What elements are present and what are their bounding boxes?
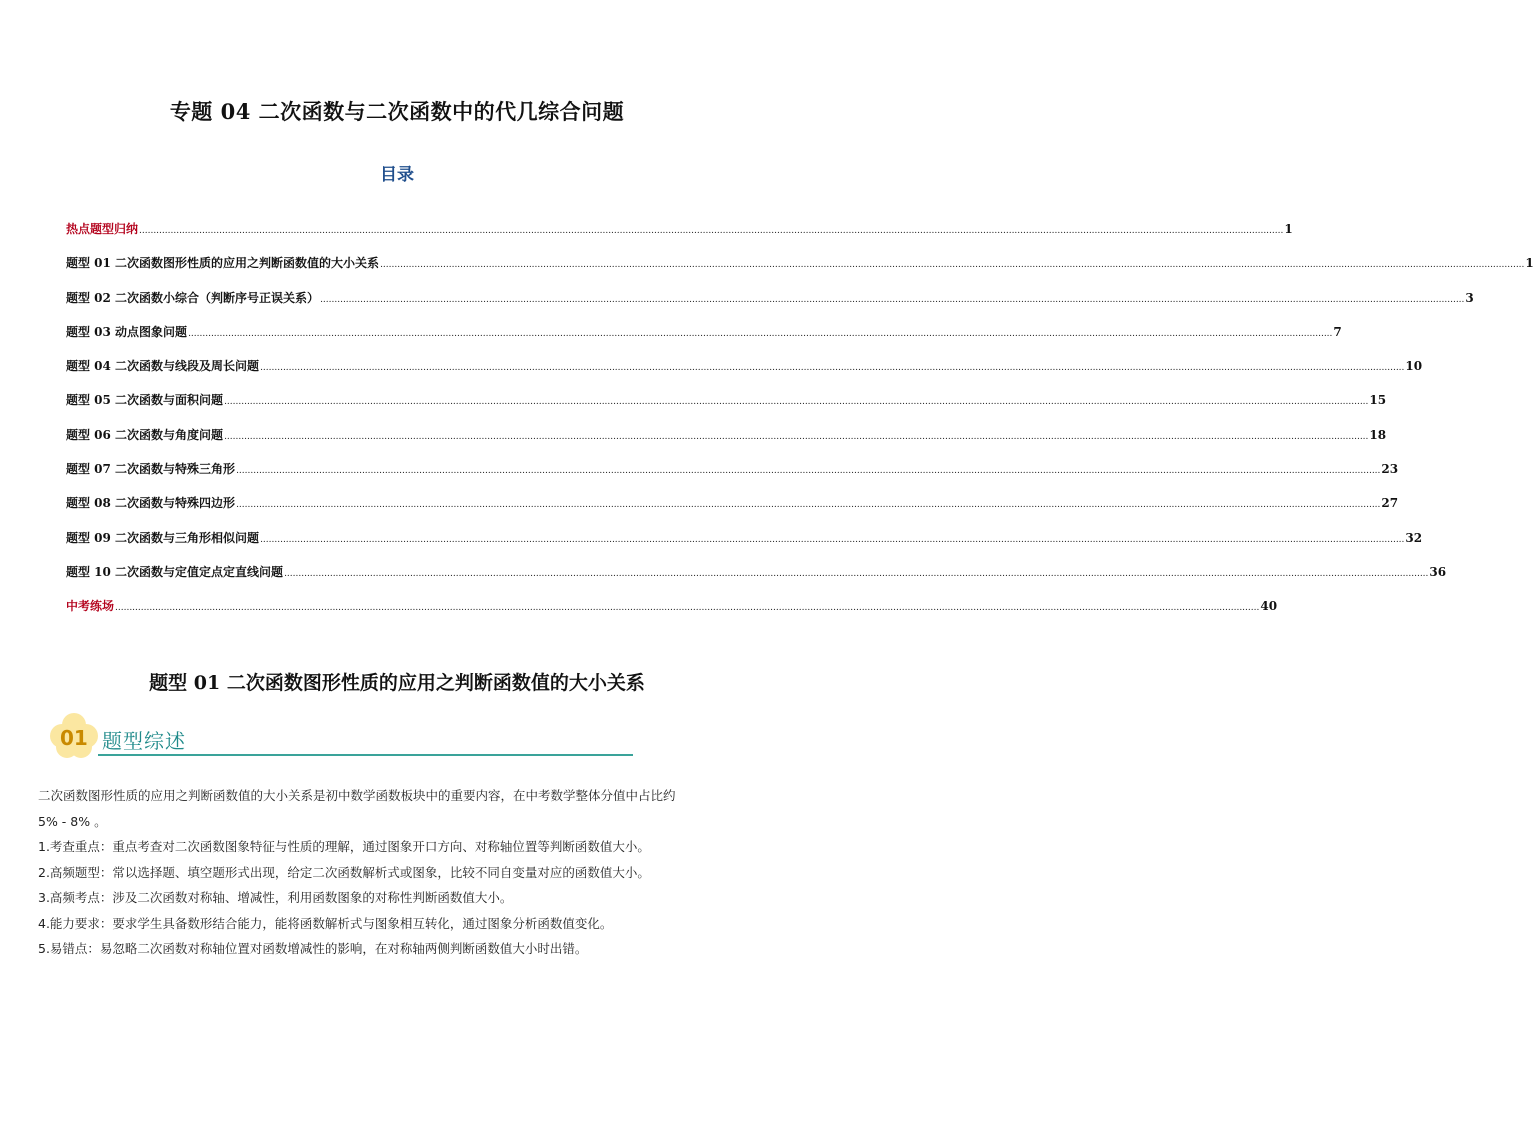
toc-entry-page: 27	[1381, 496, 1399, 511]
toc-entry-label: 题型 09 二次函数与三角形相似问题	[66, 530, 260, 545]
toc-entry-page: 32	[1405, 530, 1423, 545]
toc-entry-page: 10	[1405, 359, 1423, 374]
toc-entry[interactable]	[66, 563, 1447, 597]
intro-paragraph-line: 二次函数图形性质的应用之判断函数值的大小关系是初中数学函数板块中的重要内容，在中考数学整体分值中占比约	[38, 788, 676, 803]
key-point: 4.能力要求：要求学生具备数形结合能力，能将函数解析式与图象相互转化，通过图象分析函数值变化。	[38, 915, 613, 931]
toc-entry[interactable]	[66, 426, 1387, 460]
toc-leader: ................................................................................................................................................................................................................................................................................................................................................................................................................	[236, 500, 1381, 511]
badge-label: 题型综述	[102, 729, 186, 753]
toc-entry[interactable]	[66, 357, 1423, 391]
toc-leader: ................................................................................................................................................................................................................................................................................................................................................................................................................	[284, 568, 1429, 579]
toc-entry-label: 题型 04 二次函数与线段及周长问题	[66, 359, 260, 374]
key-point: 3.高频考点：涉及二次函数对称轴、增减性，利用函数图象的对称性判断函数值大小。	[38, 890, 513, 905]
toc-entry-page: 23	[1381, 462, 1399, 477]
table-of-contents	[66, 220, 1534, 632]
toc-entry-page: 7	[1333, 324, 1342, 339]
key-point: 2.高频题型：常以选择题、填空题形式出现，给定二次函数解析式或图象，比较不同自变量对应的函数值大小。	[38, 864, 650, 880]
toc-entry-page: 15	[1369, 393, 1387, 408]
toc-leader: ................................................................................................................................................................................................................................................................................................................................................................................................................	[260, 534, 1405, 545]
toc-entry-page: 1	[1284, 222, 1293, 236]
toc-entry-label: 题型 01 二次函数图形性质的应用之判断函数值的大小关系	[66, 256, 380, 271]
toc-entry[interactable]	[66, 254, 1534, 288]
toc-leader: ................................................................................................................................................................................................................................................................................................................................................................................................................	[115, 603, 1260, 614]
toc-entry-page: 40	[1260, 599, 1278, 614]
toc-entry[interactable]	[66, 289, 1474, 323]
badge-number: 01	[60, 726, 88, 750]
section-heading: 题型 01 二次函数图形性质的应用之判断函数值的大小关系	[149, 672, 645, 694]
toc-entry-label: 题型 08 二次函数与特殊四边形	[66, 496, 236, 511]
toc-entry[interactable]	[66, 597, 1278, 631]
toc-entry-page: 18	[1369, 427, 1387, 442]
toc-leader: ................................................................................................................................................................................................................................................................................................................................................................................................................	[188, 328, 1333, 339]
toc-entry-label: 题型 10 二次函数与定值定点定直线问题	[66, 564, 284, 579]
toc-entry-label: 题型 03 动点图象问题	[66, 324, 188, 339]
toc-entry-label: 中考练场	[66, 599, 115, 614]
section-badge	[42, 712, 642, 762]
toc-entry-page: 36	[1429, 564, 1447, 579]
toc-leader: ................................................................................................................................................................................................................................................................................................................................................................................................................	[380, 260, 1525, 271]
toc-entry[interactable]	[66, 220, 1293, 254]
toc-entry-label: 题型 06 二次函数与角度问题	[66, 427, 224, 442]
badge-underline	[98, 754, 633, 756]
toc-title: 目录	[380, 165, 414, 185]
toc-entry-label: 题型 05 二次函数与面积问题	[66, 393, 224, 408]
toc-entry-label: 题型 07 二次函数与特殊三角形	[66, 462, 236, 477]
toc-leader: ................................................................................................................................................................................................................................................................................................................................................................................................................	[320, 294, 1465, 305]
toc-entry-page: 3	[1465, 290, 1474, 305]
intro-paragraph-line: 5% - 8% 。	[38, 813, 107, 829]
toc-leader: ................................................................................................................................................................................................................................................................................................................................................................................................................	[236, 466, 1381, 477]
toc-leader: ................................................................................................................................................................................................................................................................................................................................................................................................................	[224, 397, 1369, 408]
toc-entry-page: 1	[1525, 256, 1534, 271]
toc-entry[interactable]	[66, 391, 1387, 425]
toc-entry-label: 热点题型归纳	[66, 222, 139, 236]
toc-leader: ................................................................................................................................................................................................................................................................................................................................................................................................................	[224, 431, 1369, 442]
key-point: 1.考查重点：重点考查对二次函数图象特征与性质的理解，通过图象开口方向、对称轴位置等判断函数值大小。	[38, 839, 650, 854]
toc-leader: ................................................................................................................................................................................................................................................................................................................................................................................................................	[260, 363, 1405, 374]
overview-text	[38, 783, 762, 962]
toc-entry[interactable]	[66, 323, 1342, 357]
key-point: 5.易错点：易忽略二次函数对称轴位置对函数增减性的影响，在对称轴两侧判断函数值大小时出错。	[38, 941, 588, 956]
toc-entry-label: 题型 02 二次函数小综合（判断序号正误关系）	[66, 290, 320, 305]
toc-entry[interactable]	[66, 460, 1399, 494]
document-title: 专题 04 二次函数与二次函数中的代几综合问题	[169, 99, 625, 124]
toc-leader: ................................................................................................................................................................................................................................................................................................................................................................................................................	[139, 226, 1284, 236]
toc-entry[interactable]	[66, 494, 1399, 528]
toc-entry[interactable]	[66, 529, 1423, 563]
